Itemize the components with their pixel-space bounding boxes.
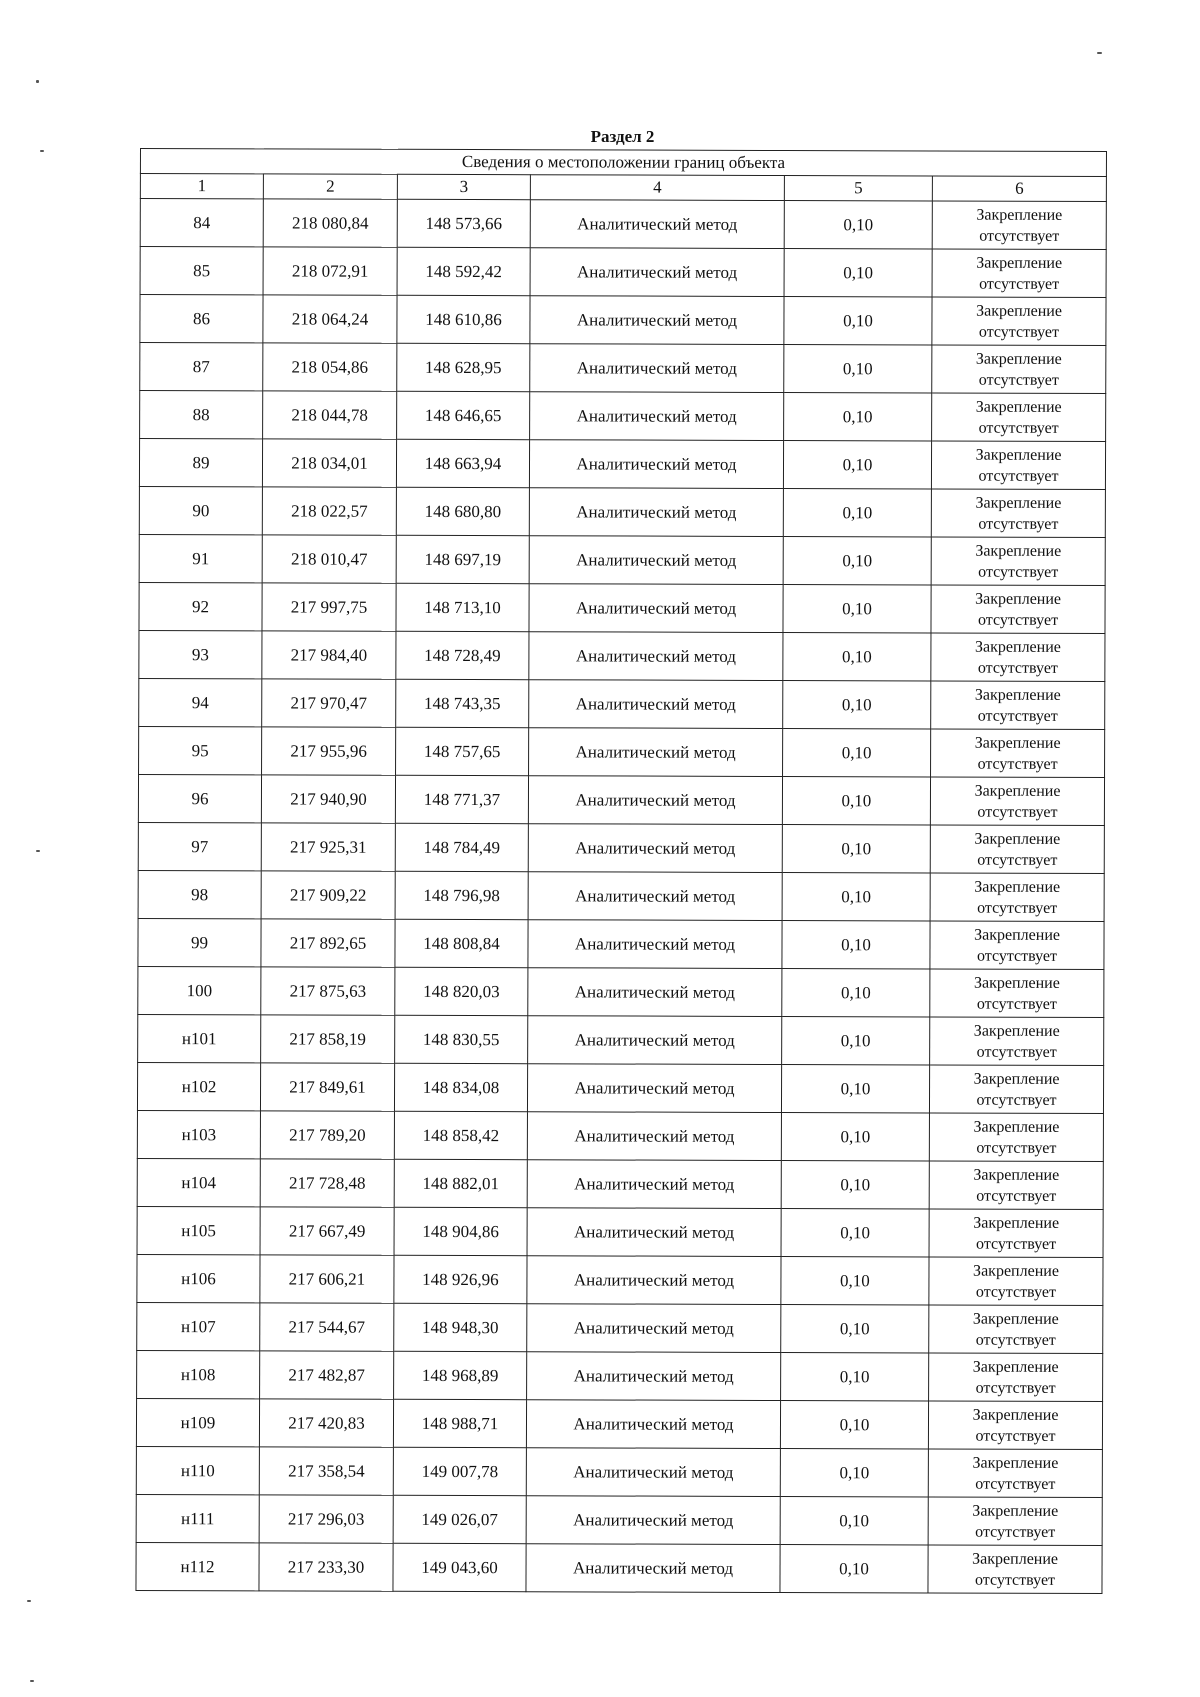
x-coordinate-cell: 217 858,19 <box>261 1015 395 1063</box>
fixation-line-1: Закрепление <box>974 926 1061 944</box>
column-header: 1 <box>140 174 263 199</box>
accuracy-cell: 0,10 <box>784 249 932 297</box>
fixation-line-2: отсутствует <box>975 1283 1057 1301</box>
fixation-line-2: отсутствует <box>977 707 1058 725</box>
accuracy-cell: 0,10 <box>783 681 931 729</box>
fixation-line-1: Закрепление <box>972 1502 1059 1520</box>
x-coordinate-cell: 218 054,86 <box>263 343 397 391</box>
accuracy-cell: 0,10 <box>783 633 931 681</box>
table-row <box>137 1350 1103 1401</box>
x-coordinate-cell: 217 358,54 <box>259 1447 393 1495</box>
y-coordinate-cell: 149 026,07 <box>393 1495 526 1543</box>
table-row <box>139 486 1105 537</box>
fixation-cell <box>928 1401 1102 1450</box>
fixation-line-2: отсутствует <box>976 1187 1057 1205</box>
fixation-cell <box>930 825 1104 874</box>
y-coordinate-cell: 149 007,78 <box>393 1447 526 1495</box>
table-row <box>140 391 1106 442</box>
fixation-line-2: отсутствует <box>977 803 1058 821</box>
point-number-cell: 85 <box>140 247 263 295</box>
method-cell: Аналитический метод <box>530 344 784 393</box>
accuracy-cell: 0,10 <box>782 777 930 825</box>
y-coordinate-cell: 148 926,96 <box>394 1255 527 1303</box>
x-coordinate-cell: 218 034,01 <box>262 439 396 487</box>
x-coordinate-cell: 217 667,49 <box>260 1207 394 1255</box>
table-row <box>136 1398 1102 1449</box>
x-coordinate-cell: 218 080,84 <box>263 199 397 247</box>
fixation-line-2: отсутствует <box>976 1091 1057 1109</box>
y-coordinate-cell: 148 610,86 <box>397 295 530 343</box>
y-coordinate-cell: 148 628,95 <box>397 343 530 391</box>
table-row <box>140 295 1106 346</box>
accuracy-cell: 0,10 <box>783 489 931 537</box>
fixation-line-1: Закрепление <box>974 830 1061 848</box>
boundary-coordinates-table <box>135 148 1107 1594</box>
accuracy-cell: 0,10 <box>781 1113 929 1161</box>
x-coordinate-cell: 218 064,24 <box>263 295 397 343</box>
y-coordinate-cell: 148 820,03 <box>395 967 528 1015</box>
fixation-line-2: отсутствует <box>975 1475 1056 1493</box>
fixation-line-1: Закрепление <box>976 206 1063 224</box>
x-coordinate-cell: 217 233,30 <box>259 1543 393 1591</box>
method-cell: Аналитический метод <box>527 1160 781 1209</box>
point-number-cell: 88 <box>140 391 263 439</box>
fixation-line-1: Закрепление <box>974 782 1061 800</box>
fixation-cell <box>932 297 1106 346</box>
fixation-cell <box>932 345 1106 394</box>
fixation-line-1: Закрепление <box>973 1022 1060 1040</box>
fixation-cell <box>932 393 1106 442</box>
fixation-line-1: Закрепление <box>972 1358 1059 1376</box>
accuracy-cell: 0,10 <box>784 345 932 393</box>
fixation-line-1: Закрепление <box>972 1310 1059 1328</box>
point-number-cell: н106 <box>137 1254 260 1302</box>
x-coordinate-cell: 217 875,63 <box>261 967 395 1015</box>
y-coordinate-cell: 148 592,42 <box>397 247 530 295</box>
method-cell: Аналитический метод <box>529 680 783 729</box>
x-coordinate-cell: 217 606,21 <box>260 1255 394 1303</box>
y-coordinate-cell: 148 784,49 <box>395 823 528 871</box>
fixation-line-2: отсутствует <box>977 899 1058 917</box>
fixation-cell <box>929 1305 1103 1354</box>
x-coordinate-cell: 217 892,65 <box>261 919 395 967</box>
fixation-line-2: отсутствует <box>976 1235 1057 1253</box>
y-coordinate-cell: 148 680,80 <box>396 487 529 535</box>
method-cell: Аналитический метод <box>529 440 783 489</box>
method-cell: Аналитический метод <box>528 824 782 873</box>
method-cell: Аналитический метод <box>528 968 782 1017</box>
fixation-line-1: Закрепление <box>973 1070 1060 1088</box>
fixation-line-1: Закрепление <box>975 494 1062 512</box>
fixation-cell <box>928 1497 1102 1546</box>
method-cell: Аналитический метод <box>529 728 783 777</box>
fixation-line-1: Закрепление <box>975 398 1062 416</box>
y-coordinate-cell: 148 728,49 <box>396 631 529 679</box>
table-row <box>138 966 1104 1017</box>
point-number-cell: 98 <box>138 870 261 918</box>
fixation-line-2: отсутствует <box>978 419 1059 437</box>
y-coordinate-cell: 148 882,01 <box>394 1159 527 1207</box>
fixation-line-1: Закрепление <box>972 1454 1059 1472</box>
table-row <box>140 247 1106 298</box>
fixation-line-2: отсутствует <box>974 1571 1056 1589</box>
method-cell: Аналитический метод <box>528 776 782 825</box>
table-row <box>136 1542 1102 1593</box>
column-header: 5 <box>784 176 932 201</box>
y-coordinate-cell: 148 968,89 <box>394 1351 527 1399</box>
accuracy-cell: 0,10 <box>783 729 931 777</box>
fixation-line-2: отсутствует <box>977 659 1058 677</box>
column-header-row <box>140 174 1106 202</box>
x-coordinate-cell: 217 849,61 <box>260 1063 394 1111</box>
column-header: 2 <box>263 174 397 199</box>
accuracy-cell: 0,10 <box>782 969 930 1017</box>
y-coordinate-cell: 148 830,55 <box>395 1015 528 1063</box>
method-cell: Аналитический метод <box>529 536 783 585</box>
point-number-cell: н112 <box>136 1542 259 1590</box>
fixation-cell <box>931 441 1105 490</box>
point-number-cell: н104 <box>137 1158 260 1206</box>
y-coordinate-cell: 148 573,66 <box>397 199 530 247</box>
table-row <box>138 822 1104 873</box>
fixation-line-1: Закрепление <box>975 590 1062 608</box>
fixation-line-1: Закрепление <box>973 1214 1060 1232</box>
point-number-cell: н108 <box>137 1350 260 1398</box>
method-cell: Аналитический метод <box>528 1016 782 1065</box>
table-row <box>137 1158 1103 1209</box>
table-row <box>139 582 1105 633</box>
table-row <box>138 870 1104 921</box>
fixation-line-1: Закрепление <box>972 1406 1059 1424</box>
fixation-cell <box>929 1113 1103 1162</box>
accuracy-cell: 0,10 <box>782 873 930 921</box>
table-row <box>139 678 1105 729</box>
point-number-cell: 92 <box>139 582 262 630</box>
fixation-line-2: отсутствует <box>975 1427 1056 1445</box>
fixation-line-2: отсутствует <box>979 227 1060 245</box>
x-coordinate-cell: 217 296,03 <box>259 1495 393 1543</box>
point-number-cell: 96 <box>138 774 261 822</box>
fixation-cell <box>930 873 1104 922</box>
point-number-cell: 95 <box>139 726 262 774</box>
accuracy-cell: 0,10 <box>781 1305 929 1353</box>
method-cell: Аналитический метод <box>527 1112 781 1161</box>
point-number-cell: 93 <box>139 630 262 678</box>
fixation-line-2: отсутствует <box>977 755 1058 773</box>
table-row <box>139 726 1105 777</box>
point-number-cell: 91 <box>139 534 262 582</box>
point-number-cell: 97 <box>138 822 261 870</box>
y-coordinate-cell: 148 988,71 <box>393 1399 526 1447</box>
accuracy-cell: 0,10 <box>784 393 932 441</box>
fixation-line-1: Закрепление <box>975 542 1062 560</box>
column-header: 4 <box>530 175 784 201</box>
fixation-line-1: Закрепление <box>973 974 1060 992</box>
fixation-line-2: отсутствует <box>976 1043 1057 1061</box>
fixation-cell <box>931 489 1105 538</box>
accuracy-cell: 0,10 <box>781 1065 929 1113</box>
y-coordinate-cell: 149 043,60 <box>393 1543 526 1591</box>
table-row <box>136 1446 1102 1497</box>
y-coordinate-cell: 148 771,37 <box>395 775 528 823</box>
fixation-line-2: отсутствует <box>978 467 1059 485</box>
fixation-line-2: отсутствует <box>976 1139 1057 1157</box>
x-coordinate-cell: 218 072,91 <box>263 247 397 295</box>
fixation-cell <box>930 777 1104 826</box>
accuracy-cell: 0,10 <box>780 1449 928 1497</box>
method-cell: Аналитический метод <box>530 392 784 441</box>
point-number-cell: 94 <box>139 678 262 726</box>
fixation-cell <box>928 1545 1102 1594</box>
fixation-cell <box>931 537 1105 586</box>
fixation-line-2: отсутствует <box>975 1331 1056 1349</box>
fixation-line-2: отсутствует <box>975 1523 1056 1541</box>
fixation-line-1: Закрепление <box>974 686 1061 704</box>
table-row <box>140 343 1106 394</box>
method-cell: Аналитический метод <box>526 1448 780 1497</box>
accuracy-cell: 0,10 <box>783 441 931 489</box>
y-coordinate-cell: 148 743,35 <box>396 679 529 727</box>
point-number-cell: н107 <box>137 1302 260 1350</box>
accuracy-cell: 0,10 <box>780 1401 928 1449</box>
method-cell: Аналитический метод <box>530 296 784 345</box>
fixation-cell <box>931 681 1105 730</box>
fixation-line-2: отсутствует <box>978 563 1059 581</box>
x-coordinate-cell: 217 789,20 <box>260 1111 394 1159</box>
fixation-line-1: Закрепление <box>975 638 1061 656</box>
fixation-cell <box>930 969 1104 1018</box>
fixation-line-2: отсутствует <box>978 515 1059 533</box>
y-coordinate-cell: 148 904,86 <box>394 1207 527 1255</box>
method-cell: Аналитический метод <box>527 1064 781 1113</box>
y-coordinate-cell: 148 663,94 <box>396 439 529 487</box>
fixation-line-2: отсутствует <box>976 995 1057 1013</box>
point-number-cell: н110 <box>136 1446 259 1494</box>
x-coordinate-cell: 217 970,47 <box>262 679 396 727</box>
fixation-line-2: отсутствует <box>978 611 1059 629</box>
y-coordinate-cell: 148 858,42 <box>394 1111 527 1159</box>
accuracy-cell: 0,10 <box>781 1353 929 1401</box>
fixation-cell <box>929 1161 1103 1210</box>
method-cell: Аналитический метод <box>528 920 782 969</box>
accuracy-cell: 0,10 <box>782 1017 930 1065</box>
fixation-line-2: отсутствует <box>977 851 1058 869</box>
fixation-line-1: Закрепление <box>972 1550 1059 1568</box>
point-number-cell: 100 <box>138 966 261 1014</box>
y-coordinate-cell: 148 948,30 <box>394 1303 527 1351</box>
x-coordinate-cell: 218 010,47 <box>262 535 396 583</box>
table-row <box>136 1494 1102 1545</box>
fixation-cell <box>930 1017 1104 1066</box>
x-coordinate-cell: 217 420,83 <box>259 1399 393 1447</box>
fixation-cell <box>932 201 1106 250</box>
method-cell: Аналитический метод <box>527 1208 781 1257</box>
method-cell: Аналитический метод <box>527 1352 781 1401</box>
method-cell: Аналитический метод <box>530 248 784 297</box>
y-coordinate-cell: 148 757,65 <box>396 727 529 775</box>
y-coordinate-cell: 148 713,10 <box>396 583 529 631</box>
method-cell: Аналитический метод <box>527 1256 781 1305</box>
fixation-line-1: Закрепление <box>974 878 1061 896</box>
x-coordinate-cell: 217 544,67 <box>260 1303 394 1351</box>
table-row <box>138 774 1104 825</box>
accuracy-cell: 0,10 <box>780 1545 928 1593</box>
point-number-cell: 87 <box>140 343 263 391</box>
point-number-cell: 90 <box>139 486 262 534</box>
point-number-cell: н111 <box>136 1494 259 1542</box>
y-coordinate-cell: 148 834,08 <box>394 1063 527 1111</box>
accuracy-cell: 0,10 <box>781 1209 929 1257</box>
x-coordinate-cell: 217 728,48 <box>260 1159 394 1207</box>
fixation-cell <box>929 1065 1103 1114</box>
table-row <box>140 199 1106 250</box>
table-row <box>137 1062 1103 1113</box>
x-coordinate-cell: 217 909,22 <box>261 871 395 919</box>
column-header: 3 <box>397 174 530 199</box>
table-row <box>139 534 1105 585</box>
point-number-cell: 89 <box>139 439 262 487</box>
fixation-line-2: отсутствует <box>978 323 1060 341</box>
fixation-cell <box>928 1449 1102 1498</box>
fixation-cell <box>932 249 1106 298</box>
fixation-cell <box>931 633 1105 682</box>
fixation-line-2: отсутствует <box>979 275 1060 293</box>
method-cell: Аналитический метод <box>526 1400 780 1449</box>
point-number-cell: 86 <box>140 295 263 343</box>
x-coordinate-cell: 217 984,40 <box>262 631 396 679</box>
fixation-line-1: Закрепление <box>975 446 1062 464</box>
y-coordinate-cell: 148 796,98 <box>395 871 528 919</box>
point-number-cell: н103 <box>137 1110 260 1158</box>
fixation-line-1: Закрепление <box>973 1166 1060 1184</box>
y-coordinate-cell: 148 646,65 <box>397 391 530 439</box>
point-number-cell: н105 <box>137 1206 260 1254</box>
section-title: Раздел 2 <box>590 127 655 146</box>
y-coordinate-cell: 148 697,19 <box>396 535 529 583</box>
point-number-cell: н101 <box>138 1014 261 1062</box>
accuracy-cell: 0,10 <box>780 1497 928 1545</box>
point-number-cell: 99 <box>138 918 261 966</box>
table-row <box>138 918 1104 969</box>
fixation-line-1: Закрепление <box>974 734 1061 752</box>
table-row <box>137 1302 1103 1353</box>
fixation-line-1: Закрепление <box>973 1262 1059 1280</box>
fixation-line-2: отсутствует <box>975 1379 1056 1397</box>
x-coordinate-cell: 217 940,90 <box>261 775 395 823</box>
table-caption-row <box>140 149 1106 177</box>
method-cell: Аналитический метод <box>528 872 782 921</box>
fixation-cell <box>931 585 1105 634</box>
accuracy-cell: 0,10 <box>784 297 932 345</box>
fixation-line-1: Закрепление <box>976 302 1062 320</box>
accuracy-cell: 0,10 <box>781 1161 929 1209</box>
table-row <box>137 1254 1103 1305</box>
table-row <box>138 1014 1104 1065</box>
fixation-line-2: отсутствует <box>978 371 1059 389</box>
x-coordinate-cell: 217 997,75 <box>262 583 396 631</box>
table-row <box>137 1206 1103 1257</box>
fixation-cell <box>929 1209 1103 1258</box>
point-number-cell: 84 <box>140 199 263 247</box>
accuracy-cell: 0,10 <box>781 1257 929 1305</box>
method-cell: Аналитический метод <box>530 200 784 249</box>
point-number-cell: н102 <box>137 1062 260 1110</box>
table-row <box>137 1110 1103 1161</box>
fixation-line-1: Закрепление <box>976 254 1063 272</box>
fixation-line-2: отсутствует <box>976 947 1058 965</box>
table-row <box>139 439 1105 490</box>
accuracy-cell: 0,10 <box>783 537 931 585</box>
method-cell: Аналитический метод <box>529 488 783 537</box>
y-coordinate-cell: 148 808,84 <box>395 919 528 967</box>
method-cell: Аналитический метод <box>526 1544 780 1593</box>
method-cell: Аналитический метод <box>526 1496 780 1545</box>
fixation-cell <box>929 1257 1103 1306</box>
accuracy-cell: 0,10 <box>782 921 930 969</box>
x-coordinate-cell: 218 022,57 <box>262 487 396 535</box>
x-coordinate-cell: 217 482,87 <box>260 1351 394 1399</box>
fixation-cell <box>930 921 1104 970</box>
fixation-cell <box>929 1353 1103 1402</box>
point-number-cell: н109 <box>136 1398 259 1446</box>
method-cell: Аналитический метод <box>527 1304 781 1353</box>
fixation-line-1: Закрепление <box>975 350 1062 368</box>
fixation-cell <box>931 729 1105 778</box>
accuracy-cell: 0,10 <box>784 201 932 249</box>
fixation-line-1: Закрепление <box>973 1118 1060 1136</box>
accuracy-cell: 0,10 <box>783 585 931 633</box>
method-cell: Аналитический метод <box>529 632 783 681</box>
table-row <box>139 630 1105 681</box>
x-coordinate-cell: 218 044,78 <box>263 391 397 439</box>
method-cell: Аналитический метод <box>529 584 783 633</box>
accuracy-cell: 0,10 <box>782 825 930 873</box>
column-header: 6 <box>932 176 1106 202</box>
x-coordinate-cell: 217 925,31 <box>261 823 395 871</box>
table-caption: Сведения о местоположении границ объекта <box>140 149 1106 177</box>
table-body <box>136 199 1106 1594</box>
x-coordinate-cell: 217 955,96 <box>262 727 396 775</box>
